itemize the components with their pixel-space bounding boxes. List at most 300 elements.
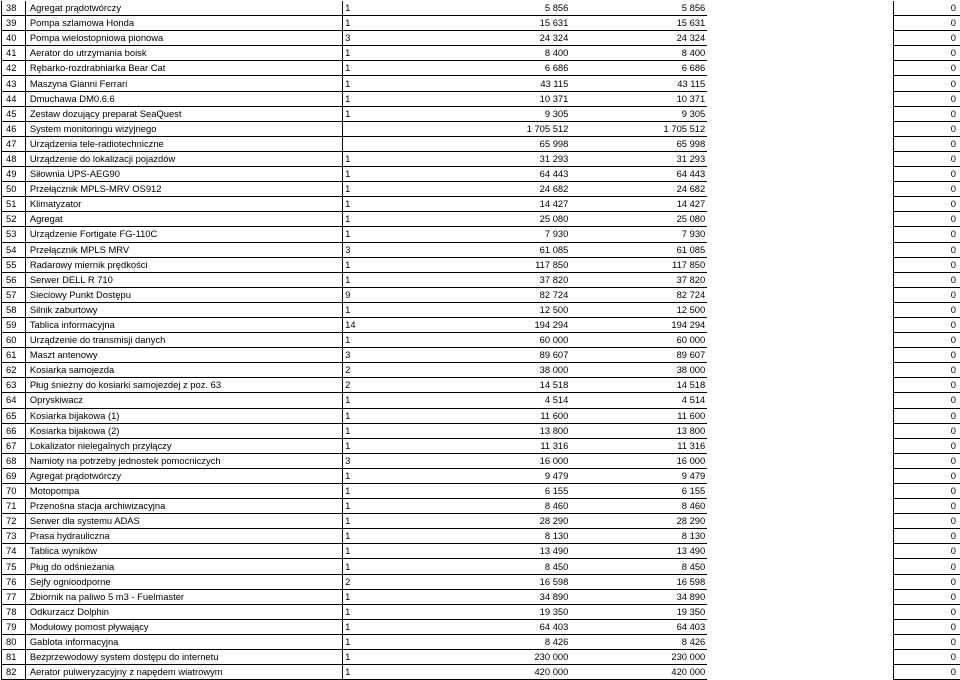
remaining-value-cell: 0 [894,1,960,16]
spacer-cell [570,76,611,91]
column-separator [707,257,893,272]
item-name-cell: Pompa wielostopniowa pionowa [25,31,342,46]
item-name-cell: Motopompa [25,484,342,499]
column-separator [707,151,893,166]
item-name-cell: Kosiarka bijakowa (2) [25,423,342,438]
unit-value-cell: 5 856 [475,1,570,16]
item-name-cell: Tablica informacyjna [25,317,342,332]
column-separator [707,31,893,46]
column-separator [707,16,893,31]
table-row [2,393,960,408]
remaining-value-cell: 0 [894,197,960,212]
total-value-cell: 82 724 [611,287,707,302]
column-separator [707,61,893,76]
remaining-value-cell: 0 [894,151,960,166]
spacer-cell [570,16,611,31]
remaining-value-cell: 0 [894,574,960,589]
spacer-cell [570,257,611,272]
spacer-cell [570,136,611,151]
quantity-cell: 2 [343,378,476,393]
quantity-cell: 3 [343,242,476,257]
table-row [2,182,960,197]
quantity-cell: 1 [343,544,476,559]
spacer-cell [570,197,611,212]
total-value-cell: 14 518 [611,378,707,393]
table-row [2,121,960,136]
unit-value-cell: 12 500 [475,302,570,317]
quantity-cell: 1 [343,1,476,16]
row-number-cell: 39 [2,16,26,31]
spacer-cell [570,363,611,378]
column-separator [707,529,893,544]
total-value-cell: 11 316 [611,438,707,453]
unit-value-cell: 24 682 [475,182,570,197]
table-row [2,302,960,317]
remaining-value-cell: 0 [894,529,960,544]
unit-value-cell: 89 607 [475,348,570,363]
row-number-cell: 71 [2,499,26,514]
remaining-value-cell: 0 [894,650,960,665]
column-separator [707,438,893,453]
unit-value-cell: 8 450 [475,559,570,574]
remaining-value-cell: 0 [894,348,960,363]
quantity-cell: 1 [343,559,476,574]
quantity-cell: 1 [343,76,476,91]
unit-value-cell: 11 316 [475,438,570,453]
item-name-cell: Maszyna Gianni Ferrari [25,76,342,91]
column-separator [707,272,893,287]
total-value-cell: 25 080 [611,212,707,227]
table-row [2,348,960,363]
row-number-cell: 44 [2,91,26,106]
spacer-cell [570,182,611,197]
table-row [2,1,960,16]
unit-value-cell: 8 426 [475,634,570,649]
spacer-cell [570,453,611,468]
quantity-cell: 1 [343,408,476,423]
item-name-cell: Aerator do utrzymania boisk [25,46,342,61]
unit-value-cell: 9 479 [475,468,570,483]
row-number-cell: 55 [2,257,26,272]
spacer-cell [570,242,611,257]
quantity-cell: 3 [343,31,476,46]
row-number-cell: 47 [2,136,26,151]
remaining-value-cell: 0 [894,302,960,317]
remaining-value-cell: 0 [894,182,960,197]
remaining-value-cell: 0 [894,604,960,619]
item-name-cell: Agregat [25,212,342,227]
total-value-cell: 6 155 [611,484,707,499]
table-row [2,31,960,46]
total-value-cell: 8 130 [611,529,707,544]
row-number-cell: 56 [2,272,26,287]
total-value-cell: 8 426 [611,634,707,649]
unit-value-cell: 16 000 [475,453,570,468]
item-name-cell: Rębarko-rozdrabniarka Bear Cat [25,61,342,76]
spacer-cell [570,544,611,559]
remaining-value-cell: 0 [894,16,960,31]
remaining-value-cell: 0 [894,106,960,121]
item-name-cell: Lokalizator nielegalnych przyłączy [25,438,342,453]
column-separator [707,348,893,363]
unit-value-cell: 117 850 [475,257,570,272]
column-separator [707,453,893,468]
unit-value-cell: 28 290 [475,514,570,529]
total-value-cell: 89 607 [611,348,707,363]
item-name-cell: Przełącznik MPLS-MRV OS912 [25,182,342,197]
total-value-cell: 61 085 [611,242,707,257]
remaining-value-cell: 0 [894,317,960,332]
spacer-cell [570,665,611,680]
row-number-cell: 74 [2,544,26,559]
total-value-cell: 31 293 [611,151,707,166]
column-separator [707,91,893,106]
column-separator [707,46,893,61]
table-row [2,423,960,438]
row-number-cell: 77 [2,589,26,604]
unit-value-cell: 14 427 [475,197,570,212]
item-name-cell: Przełącznik MPLS MRV [25,242,342,257]
unit-value-cell: 37 820 [475,272,570,287]
column-separator [707,665,893,680]
row-number-cell: 53 [2,227,26,242]
remaining-value-cell: 0 [894,378,960,393]
row-number-cell: 81 [2,650,26,665]
row-number-cell: 51 [2,197,26,212]
quantity-cell: 1 [343,423,476,438]
quantity-cell: 1 [343,197,476,212]
total-value-cell: 28 290 [611,514,707,529]
column-separator [707,363,893,378]
row-number-cell: 72 [2,514,26,529]
total-value-cell: 4 514 [611,393,707,408]
total-value-cell: 43 115 [611,76,707,91]
item-name-cell: Odkurzacz Dolphin [25,604,342,619]
remaining-value-cell: 0 [894,333,960,348]
quantity-cell: 1 [343,182,476,197]
spacer-cell [570,604,611,619]
item-name-cell: Pług śnieżny do kosiarki samojezdej z poz. 63 [25,378,342,393]
total-value-cell: 15 631 [611,16,707,31]
quantity-cell: 1 [343,468,476,483]
column-separator [707,589,893,604]
item-name-cell: Prasa hydrauliczna [25,529,342,544]
quantity-cell: 1 [343,16,476,31]
remaining-value-cell: 0 [894,619,960,634]
item-name-cell: Pług do odśnieżania [25,559,342,574]
column-separator [707,182,893,197]
row-number-cell: 54 [2,242,26,257]
total-value-cell: 16 598 [611,574,707,589]
column-separator [707,106,893,121]
item-name-cell: Serwer dla systemu ADAS [25,514,342,529]
quantity-cell: 1 [343,91,476,106]
table-row [2,61,960,76]
remaining-value-cell: 0 [894,212,960,227]
spacer-cell [570,423,611,438]
spacer-cell [570,619,611,634]
column-separator [707,302,893,317]
total-value-cell: 11 600 [611,408,707,423]
row-number-cell: 58 [2,302,26,317]
quantity-cell: 1 [343,61,476,76]
remaining-value-cell: 0 [894,227,960,242]
quantity-cell: 1 [343,499,476,514]
table-row [2,106,960,121]
unit-value-cell: 64 443 [475,167,570,182]
row-number-cell: 65 [2,408,26,423]
unit-value-cell: 43 115 [475,76,570,91]
column-separator [707,212,893,227]
table-row [2,559,960,574]
total-value-cell: 1 705 512 [611,121,707,136]
table-row [2,91,960,106]
item-name-cell: Klimatyzator [25,197,342,212]
remaining-value-cell: 0 [894,665,960,680]
unit-value-cell: 10 371 [475,91,570,106]
spacer-cell [570,46,611,61]
item-name-cell: Kosiarka samojezda [25,363,342,378]
quantity-cell: 2 [343,363,476,378]
table-row [2,468,960,483]
item-name-cell: Sieciowy Punkt Dostępu [25,287,342,302]
spacer-cell [570,287,611,302]
table-row [2,136,960,151]
unit-value-cell: 11 600 [475,408,570,423]
remaining-value-cell: 0 [894,272,960,287]
quantity-cell: 1 [343,46,476,61]
table-row [2,333,960,348]
quantity-cell: 1 [343,333,476,348]
asset-table [1,1,960,680]
spacer-cell [570,1,611,16]
column-separator [707,634,893,649]
item-name-cell: Namioty na potrzeby jednostek pomocniczych [25,453,342,468]
spacer-cell [570,589,611,604]
item-name-cell: Agregat prądotwórczy [25,1,342,16]
table-row [2,665,960,680]
table-row [2,167,960,182]
row-number-cell: 68 [2,453,26,468]
column-separator [707,317,893,332]
quantity-cell: 3 [343,348,476,363]
quantity-cell: 1 [343,650,476,665]
table-row [2,574,960,589]
spacer-cell [570,574,611,589]
item-name-cell: Silnik zaburtowy [25,302,342,317]
row-number-cell: 38 [2,1,26,16]
quantity-cell: 1 [343,438,476,453]
quantity-cell [343,136,476,151]
row-number-cell: 43 [2,76,26,91]
total-value-cell: 5 856 [611,1,707,16]
unit-value-cell: 13 800 [475,423,570,438]
quantity-cell: 1 [343,167,476,182]
quantity-cell: 1 [343,151,476,166]
table-row [2,438,960,453]
total-value-cell: 34 890 [611,589,707,604]
total-value-cell: 7 930 [611,227,707,242]
row-number-cell: 40 [2,31,26,46]
remaining-value-cell: 0 [894,91,960,106]
item-name-cell: Urządzenie do lokalizacji pojazdów [25,151,342,166]
remaining-value-cell: 0 [894,634,960,649]
quantity-cell: 1 [343,514,476,529]
column-separator [707,499,893,514]
remaining-value-cell: 0 [894,242,960,257]
quantity-cell: 1 [343,484,476,499]
total-value-cell: 8 450 [611,559,707,574]
unit-value-cell: 61 085 [475,242,570,257]
remaining-value-cell: 0 [894,408,960,423]
spacer-cell [570,317,611,332]
remaining-value-cell: 0 [894,423,960,438]
column-separator [707,227,893,242]
column-separator [707,619,893,634]
spacer-cell [570,151,611,166]
row-number-cell: 79 [2,619,26,634]
table-row [2,604,960,619]
table-row [2,151,960,166]
row-number-cell: 45 [2,106,26,121]
table-row [2,589,960,604]
item-name-cell: Zestaw dozujący preparat SeaQuest [25,106,342,121]
unit-value-cell: 8 130 [475,529,570,544]
quantity-cell: 1 [343,272,476,287]
item-name-cell: Przenośna stacja archiwizacyjna [25,499,342,514]
quantity-cell: 1 [343,665,476,680]
spacer-cell [570,272,611,287]
spacer-cell [570,61,611,76]
table-row [2,257,960,272]
column-separator [707,1,893,16]
row-number-cell: 76 [2,574,26,589]
column-separator [707,76,893,91]
quantity-cell: 2 [343,574,476,589]
unit-value-cell: 194 294 [475,317,570,332]
unit-value-cell: 9 305 [475,106,570,121]
unit-value-cell: 60 000 [475,333,570,348]
table-row [2,272,960,287]
item-name-cell: Bezprzewodowy system dostępu do internetu [25,650,342,665]
row-number-cell: 61 [2,348,26,363]
total-value-cell: 10 371 [611,91,707,106]
spacer-cell [570,529,611,544]
table-row [2,634,960,649]
row-number-cell: 60 [2,333,26,348]
column-separator [707,333,893,348]
table-row [2,514,960,529]
remaining-value-cell: 0 [894,61,960,76]
row-number-cell: 41 [2,46,26,61]
remaining-value-cell: 0 [894,76,960,91]
item-name-cell: Siłownia UPS-AEG90 [25,167,342,182]
spacer-cell [570,227,611,242]
total-value-cell: 19 350 [611,604,707,619]
item-name-cell: Pompa szlamowa Honda [25,16,342,31]
total-value-cell: 64 443 [611,167,707,182]
column-separator [707,514,893,529]
total-value-cell: 13 490 [611,544,707,559]
item-name-cell: Gablota informacyjna [25,634,342,649]
column-separator [707,544,893,559]
quantity-cell: 1 [343,106,476,121]
spacer-cell [570,91,611,106]
unit-value-cell: 8 400 [475,46,570,61]
total-value-cell: 64 403 [611,619,707,634]
item-name-cell: Serwer DELL R 710 [25,272,342,287]
quantity-cell: 1 [343,619,476,634]
total-value-cell: 8 400 [611,46,707,61]
remaining-value-cell: 0 [894,544,960,559]
remaining-value-cell: 0 [894,121,960,136]
remaining-value-cell: 0 [894,363,960,378]
total-value-cell: 65 998 [611,136,707,151]
remaining-value-cell: 0 [894,46,960,61]
item-name-cell: Opryskiwacz [25,393,342,408]
item-name-cell: Dmuchawa DM0.6.6 [25,91,342,106]
row-number-cell: 63 [2,378,26,393]
row-number-cell: 59 [2,317,26,332]
unit-value-cell: 15 631 [475,16,570,31]
table-row [2,197,960,212]
table-row [2,408,960,423]
table-row [2,16,960,31]
item-name-cell: Tablica wyników [25,544,342,559]
item-name-cell: Maszt antenowy [25,348,342,363]
spacer-cell [570,378,611,393]
table-row [2,317,960,332]
row-number-cell: 66 [2,423,26,438]
unit-value-cell: 6 155 [475,484,570,499]
item-name-cell: Urządzenie Fortigate FG-110C [25,227,342,242]
row-number-cell: 64 [2,393,26,408]
remaining-value-cell: 0 [894,499,960,514]
total-value-cell: 13 800 [611,423,707,438]
spacer-cell [570,302,611,317]
item-name-cell: Sejfy ognioodporne [25,574,342,589]
row-number-cell: 49 [2,167,26,182]
item-name-cell: Radarowy miernik prędkości [25,257,342,272]
quantity-cell: 1 [343,589,476,604]
unit-value-cell: 4 514 [475,393,570,408]
table-row [2,544,960,559]
remaining-value-cell: 0 [894,559,960,574]
column-separator [707,197,893,212]
spacer-cell [570,484,611,499]
unit-value-cell: 65 998 [475,136,570,151]
table-row [2,227,960,242]
spacer-cell [570,650,611,665]
column-separator [707,604,893,619]
remaining-value-cell: 0 [894,31,960,46]
unit-value-cell: 8 460 [475,499,570,514]
spacer-cell [570,499,611,514]
remaining-value-cell: 0 [894,393,960,408]
item-name-cell: Modułowy pomost pływający [25,619,342,634]
column-separator [707,242,893,257]
quantity-cell [343,121,476,136]
unit-value-cell: 14 518 [475,378,570,393]
row-number-cell: 75 [2,559,26,574]
column-separator [707,650,893,665]
column-separator [707,408,893,423]
quantity-cell: 1 [343,227,476,242]
row-number-cell: 62 [2,363,26,378]
spacer-cell [570,634,611,649]
item-name-cell: Urządzenie do transmisji danych [25,333,342,348]
total-value-cell: 24 324 [611,31,707,46]
